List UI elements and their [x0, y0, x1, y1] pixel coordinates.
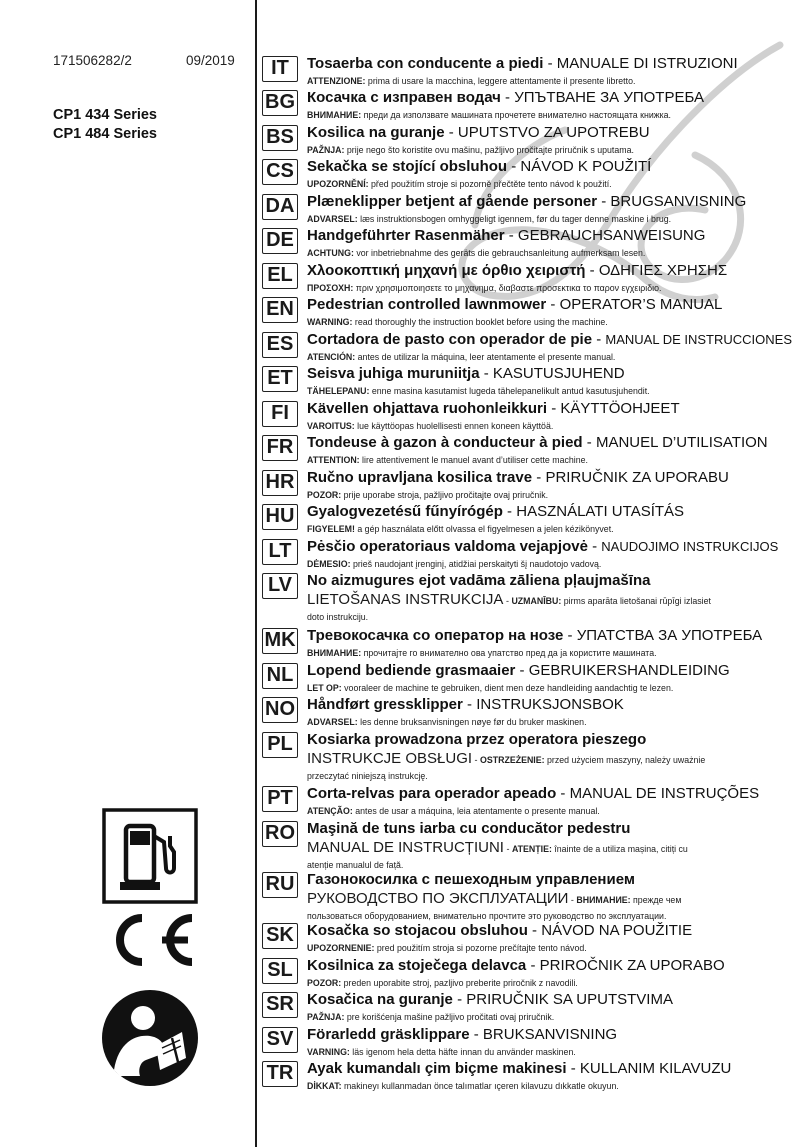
lang-code: LV	[262, 573, 298, 599]
read-manual-icon	[100, 988, 200, 1088]
lang-code: ET	[262, 366, 298, 392]
lang-code: SL	[262, 958, 298, 984]
lang-code: FI	[262, 401, 298, 427]
lang-code: TR	[262, 1061, 298, 1087]
lang-code: EL	[262, 263, 298, 289]
entry-title: Håndført gressklipper - INSTRUKSJONSBOK	[307, 696, 624, 713]
warning-text: DİKKAT: makineyı kullanmadan önce talımatlar ıçeren kilavuzu dıkkatle okuyun.	[307, 1081, 619, 1091]
entry-title: Förarledd gräsklippare - BRUKSANVISNING	[307, 1026, 618, 1043]
entry-manual-line: MANUAL DE INSTRUCȚIUNI - ATENȚIE: înainte de a utiliza mașina, citiți cu	[307, 839, 688, 856]
lang-code: HU	[262, 504, 298, 530]
entry-title: Seisva juhiga muruniitja - KASUTUSJUHEND	[307, 365, 625, 382]
entry-title: Pėsčio operatoriaus valdoma vejapjovė - NAUDOJIMO INSTRUKCIJOS	[307, 538, 779, 555]
lang-code: SK	[262, 923, 298, 949]
entry-title: Тревокосачка со оператор на нозе - УПАТСТВА ЗА УПОТРЕБА	[307, 627, 763, 644]
warning-text: FIGYELEM! a gép használata előtt olvassa el figyelmesen a jelen kézikönyvet.	[307, 524, 614, 534]
entry-manual-line: INSTRUKCJE OBSŁUGI - OSTRZEŻENIE: przed użyciem maszyny, należy uważnie	[307, 750, 706, 767]
entry-title: Tondeuse à gazon à conducteur à pied - MANUEL D’UTILISATION	[307, 434, 768, 451]
warning-text: PAŽNJA: pre korišćenja mašine pažljivo pročitati ovaj priručnik.	[307, 1012, 555, 1022]
lang-code: MK	[262, 628, 298, 654]
warning-text: VAROITUS: lue käyttöopas huolellisesti ennen koneen käyttöä.	[307, 421, 554, 431]
warning-text: ВНИМАНИЕ: преди да използвате машината прочетете внимателно настоящата книжка.	[307, 110, 672, 120]
warning-text: POZOR: preden uporabite stroj, pazljivo preberite priročnik z navodili.	[307, 978, 578, 988]
entry-title: Косачка с изправен водач - УПЪТВАНЕ ЗА УПОТРЕБА	[307, 89, 704, 106]
lang-code: DE	[262, 228, 298, 254]
entry-title: Χλοοκοπτική μηχανή με όρθιο χειριστή - ΟΔΗΓΙΕΣ ΧΡΗΣΗΣ	[307, 262, 728, 279]
lang-code: PT	[262, 786, 298, 812]
lang-code: ES	[262, 332, 298, 358]
lang-code: FR	[262, 435, 298, 461]
warning-text-continued: przeczytać niniejszą instrukcję.	[307, 771, 428, 781]
entry-title: Gyalogvezetésű fűnyírógép - HASZNÁLATI UTASÍTÁS	[307, 503, 685, 520]
warning-text: ΠΡΟΣΟΧΗ: πριν χρησιμοποιησετε το μηχανημα, διαβαστε προσεκτικα το παρον εγχειριδιο.	[307, 283, 662, 293]
warning-text: TÄHELEPANU: enne masina kasutamist lugeda tähelepanelikult antud kasutusjuhendit.	[307, 386, 650, 396]
warning-text-continued: doto instrukciju.	[307, 612, 369, 622]
warning-text: ADVARSEL: læs instruktionsbogen omhyggeligt igennem, før du tager denne maskine i brug.	[307, 214, 672, 224]
lang-code: LT	[262, 539, 298, 565]
document-code: 171506282/2	[53, 53, 132, 68]
column-divider	[255, 0, 257, 1147]
lang-code: BG	[262, 90, 298, 116]
entry-title: Pedestrian controlled lawnmower - OPERATOR’S MANUAL	[307, 296, 723, 313]
lang-code: PL	[262, 732, 298, 758]
lang-code: RU	[262, 872, 298, 898]
entry-title: Lopend bediende grasmaaier - GEBRUIKERSHANDLEIDING	[307, 662, 730, 679]
warning-text: PAŽNJA: prije nego što koristite ovu mašinu, pažljivo pročitajte priručnik s uputama.	[307, 145, 634, 155]
document-date: 09/2019	[186, 53, 235, 68]
entry-title: Handgeführter Rasenmäher - GEBRAUCHSANWEISUNG	[307, 227, 706, 244]
warning-text: POZOR: prije uporabe stroja, pažljivo pročitajte ovaj priručnik.	[307, 490, 549, 500]
entry-title: Kosilica na guranje - UPUTSTVO ZA UPOTREBU	[307, 124, 650, 141]
warning-text: ACHTUNG: vor inbetriebnahme des geräts die gebrauchsanleitung aufmerksam lesen.	[307, 248, 646, 258]
warning-text: LET OP: vooraleer de machine te gebruiken, dient men deze handleiding aandachtig te lezen.	[307, 683, 674, 693]
entry-manual-line: РУКОВОДСТВО ПО ЭКСПЛУАТАЦИИ - ВНИМАНИЕ: прежде чем	[307, 890, 682, 907]
entry-title: Ručno upravljana kosilica trave - PRIRUČNIK ZA UPORABU	[307, 469, 729, 486]
ce-mark-icon	[100, 912, 200, 968]
lang-code: RO	[262, 821, 298, 847]
lang-code: DA	[262, 194, 298, 220]
fuel-pump-icon	[100, 806, 200, 906]
entry-title: Maşină de tuns iarba cu conducător pedestru	[307, 820, 631, 837]
entry-title: Ayak kumandalı çim biçme makinesi - KULLANIM KILAVUZU	[307, 1060, 732, 1077]
entry-title: Kosačica na guranje - PRIRUČNIK SA UPUTSTVIMA	[307, 991, 673, 1008]
series-name-1: CP1 434 Series	[53, 107, 157, 123]
warning-text: WARNING: read thoroughly the instruction booklet before using the machine.	[307, 317, 608, 327]
warning-text: VARNING: läs igenom hela detta häfte innan du använder maskinen.	[307, 1047, 576, 1057]
warning-text: UPOZORNĚNÍ: před použitím stroje si pozorně přečtěte tento návod k použití.	[307, 179, 612, 189]
entry-title: Sekačka se stojící obsluhou - NÁVOD K POUŽITÍ	[307, 158, 652, 175]
entry-title: Kosilnica za stoječega delavca - PRIROČNIK ZA UPORABO	[307, 957, 725, 974]
lang-code: HR	[262, 470, 298, 496]
entry-title: Kosačka so stojacou obsluhou - NÁVOD NA POUŽITIE	[307, 922, 693, 939]
lang-code: CS	[262, 159, 298, 185]
series-name-2: CP1 484 Series	[53, 126, 157, 142]
lang-code: EN	[262, 297, 298, 323]
entry-title: Kosiarka prowadzona przez operatora pieszego	[307, 731, 647, 748]
warning-text: ATTENTION: lire attentivement le manuel avant d’utiliser cette machine.	[307, 455, 588, 465]
entry-title: Kävellen ohjattava ruohonleikkuri - KÄYTTÖOHJEET	[307, 400, 680, 417]
warning-text-continued: пользоваться оборудованием, внимательно прочтите это руководство по эксплуатации.	[307, 911, 667, 921]
warning-text: UPOZORNENIE: pred použitím stroja si pozorne prečítajte tento návod.	[307, 943, 587, 953]
warning-text: ATENCIÓN: antes de utilizar la máquina, leer atentamente el presente manual.	[307, 352, 616, 362]
lang-code: SR	[262, 992, 298, 1018]
entry-title: Cortadora de pasto con operador de pie - MANUAL DE INSTRUCCIONES	[307, 331, 792, 348]
lang-code: NO	[262, 697, 298, 723]
entry-title: Plæneklipper betjent af gående personer - BRUGSANVISNING	[307, 193, 747, 210]
lang-code: NL	[262, 663, 298, 689]
entry-title: Tosaerba con conducente a piedi - MANUALE DI ISTRUZIONI	[307, 55, 738, 72]
entry-title: Corta-relvas para operador apeado - MANUAL DE INSTRUÇÕES	[307, 785, 760, 802]
warning-text: DĖMESIO: prieš naudojant įrenginį, atidžiai perskaityti šį naudotojo vadovą.	[307, 559, 602, 569]
entry-manual-line: LIETOŠANAS INSTRUKCIJA - UZMANĪBU: pirms aparāta lietošanai rūpīgi izlasiet	[307, 591, 711, 608]
entry-title: Газонокосилка с пешеходным управлением	[307, 871, 635, 888]
lang-code: IT	[262, 56, 298, 82]
lang-code: BS	[262, 125, 298, 151]
warning-text: ADVARSEL: les denne bruksanvisningen nøye før du bruker maskinen.	[307, 717, 587, 727]
lang-code: SV	[262, 1027, 298, 1053]
warning-text-continued: atenție manualul de față.	[307, 860, 404, 870]
entry-title: No aizmugures ejot vadāma zāliena pļaujmašīna	[307, 572, 651, 589]
warning-text: ВНИМАНИЕ: прочитајте го внимателно ова упатство пред да ја користите машината.	[307, 648, 657, 658]
warning-text: ATENÇÃO: antes de usar a máquina, leia atentamente o presente manual.	[307, 806, 600, 816]
warning-text: ATTENZIONE: prima di usare la macchina, leggere attentamente il presente libretto.	[307, 76, 636, 86]
